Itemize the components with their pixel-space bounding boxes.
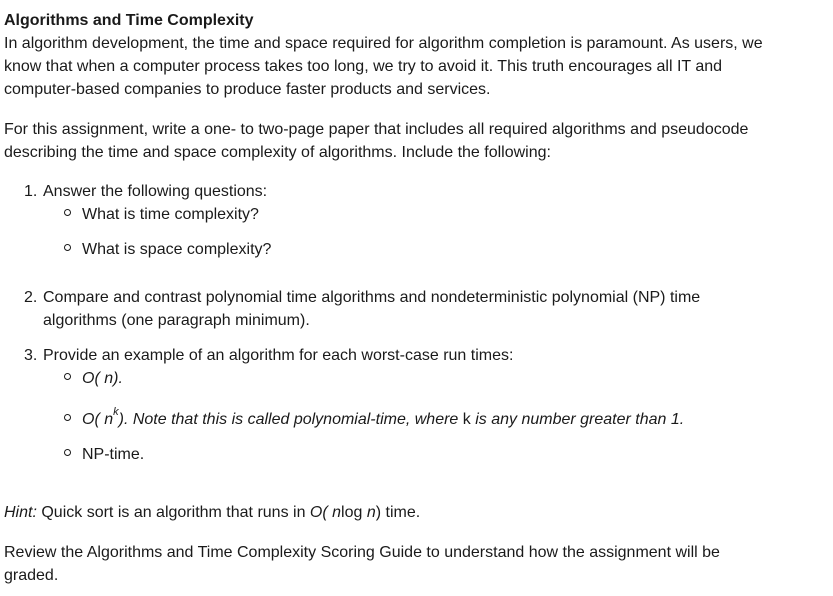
intro-line-1: In algorithm development, the time and space required for algorithm completion is paramount. As users, we bbox=[4, 35, 763, 52]
sub-item-o-n-k bbox=[64, 408, 684, 431]
intro-line-3: computer-based companies to produce faster products and services. bbox=[4, 81, 491, 98]
list-number: 1. bbox=[24, 183, 38, 200]
list-item-3 bbox=[24, 344, 513, 367]
bullet-icon bbox=[64, 449, 71, 456]
list-item-text: Provide an example of an algorithm for each worst-case run times: bbox=[43, 347, 514, 364]
sub-item-text: O( n). bbox=[82, 370, 123, 387]
review-paragraph bbox=[4, 541, 804, 587]
assignment-line-1: For this assignment, write a one- to two-page paper that includes all required algorithms and pseudocode bbox=[4, 121, 749, 138]
hint-n: n bbox=[327, 504, 342, 521]
page-title: Algorithms and Time Complexity bbox=[4, 12, 254, 29]
bullet-icon bbox=[64, 414, 71, 421]
review-line-1: Review the Algorithms and Time Complexity Scoring Guide to understand how the assignment will be bbox=[4, 544, 720, 561]
hint-text: Quick sort is an algorithm that runs in bbox=[36, 504, 310, 521]
note-text: ). Note that this is called polynomial-time, where bbox=[118, 411, 459, 428]
bullet-icon bbox=[64, 209, 71, 216]
sub-item-text: What is space complexity? bbox=[82, 241, 272, 258]
hint-n2: n bbox=[366, 504, 376, 521]
list-number: 3. bbox=[24, 347, 38, 364]
hint-log: log bbox=[341, 504, 367, 521]
hint-label: Hint: bbox=[4, 504, 37, 521]
list-item-2-continuation: algorithms (one paragraph minimum). bbox=[43, 312, 310, 329]
hint-paragraph bbox=[4, 501, 420, 524]
sub-item-time-complexity bbox=[64, 203, 259, 226]
list-item-1 bbox=[24, 180, 267, 203]
hint-o: O( bbox=[309, 504, 328, 521]
assignment-paragraph bbox=[4, 118, 830, 164]
bullet-icon bbox=[64, 244, 71, 251]
exponent: k bbox=[113, 406, 119, 418]
list-number: 2. bbox=[24, 289, 38, 306]
note-text-end: is any number greater than 1. bbox=[475, 411, 685, 428]
sub-item-space-complexity bbox=[64, 238, 271, 261]
list-item-text-line-1: Compare and contrast polynomial time algorithms and nondeterministic polynomial (NP) time bbox=[43, 289, 701, 306]
intro-paragraph bbox=[4, 32, 830, 101]
formula-text: O( n bbox=[82, 411, 114, 428]
review-line-2: graded. bbox=[4, 567, 59, 584]
intro-line-2: know that when a computer process takes too long, we try to avoid it. This truth encourages all IT and bbox=[4, 58, 723, 75]
list-item-2 bbox=[24, 286, 700, 309]
list-item-text: Answer the following questions: bbox=[43, 183, 268, 200]
bullet-icon bbox=[64, 373, 71, 380]
assignment-line-2: describing the time and space complexity of algorithms. Include the following: bbox=[4, 144, 551, 161]
sub-item-text: NP-time. bbox=[82, 446, 145, 463]
sub-item-np-time bbox=[64, 443, 144, 466]
sub-item-o-n bbox=[64, 367, 123, 390]
sub-item-text: What is time complexity? bbox=[82, 206, 259, 223]
variable-k: k bbox=[458, 411, 476, 428]
hint-text-end: ) time. bbox=[375, 504, 421, 521]
